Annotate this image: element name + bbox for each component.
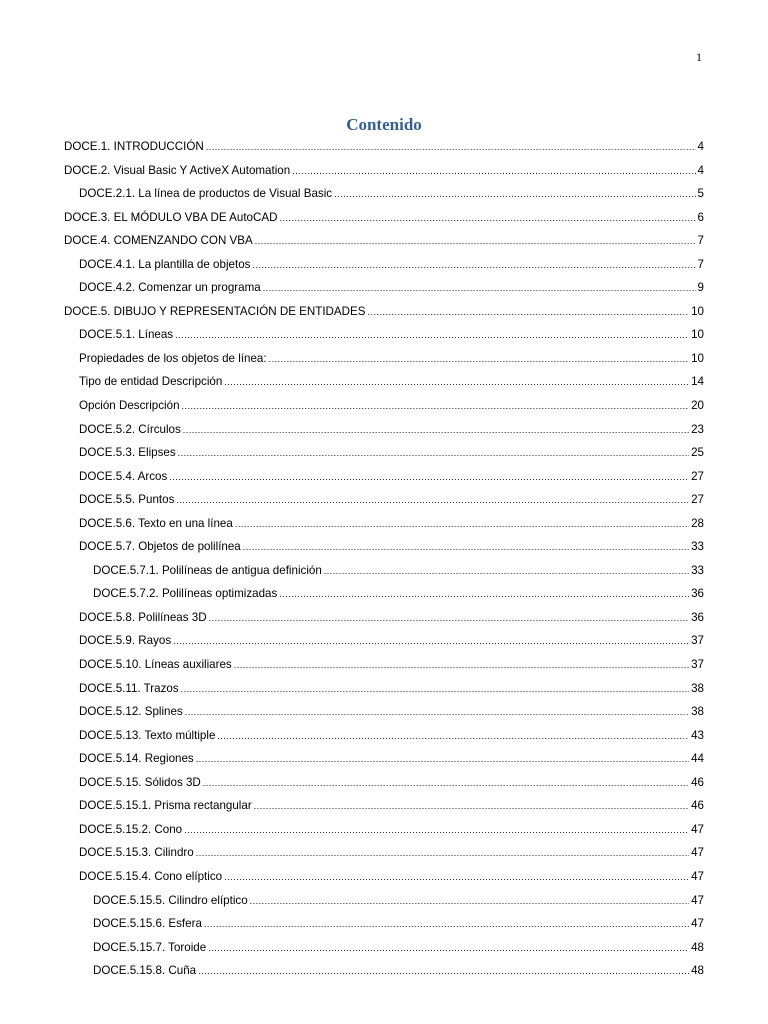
toc-entry-page[interactable]: 33 [691, 540, 704, 554]
toc-entry[interactable] [64, 796, 704, 820]
toc-entry-page[interactable]: 47 [691, 917, 704, 931]
toc-entry-page[interactable]: 4 [697, 163, 704, 177]
toc-entry-title[interactable]: DOCE.2. Visual Basic Y ActiveX Automation [64, 163, 291, 177]
dot-leader [173, 631, 689, 651]
dot-leader [209, 608, 690, 628]
toc-entry-page[interactable]: 5 [697, 187, 704, 201]
toc-entry-title[interactable]: DOCE.5.7. Objetos de polilínea [79, 540, 241, 554]
toc-entry[interactable] [64, 891, 704, 915]
dot-leader [184, 820, 689, 840]
dot-leader [183, 420, 689, 440]
dot-leader [254, 796, 689, 816]
dot-leader [368, 302, 690, 322]
toc-entry-title[interactable]: DOCE.5.9. Rayos [79, 634, 172, 648]
toc-entry-title[interactable]: DOCE.4.1. La plantilla de objetos [79, 257, 251, 271]
toc-entry-page[interactable]: 46 [691, 799, 704, 813]
toc-entry[interactable] [64, 726, 704, 750]
toc-entry-page[interactable]: 33 [691, 563, 704, 577]
dot-leader [204, 914, 689, 934]
toc-entry[interactable] [64, 372, 704, 396]
toc-entry-page[interactable]: 25 [691, 446, 704, 460]
dot-leader [334, 184, 695, 204]
toc-entry-title[interactable]: DOCE.5.15.8. Cuña [93, 964, 197, 978]
dot-leader [175, 325, 689, 345]
toc-entry[interactable] [64, 514, 704, 538]
dot-leader [169, 467, 689, 487]
toc-entry-page[interactable]: 36 [691, 610, 704, 624]
toc-entry-title[interactable]: DOCE.1. INTRODUCCIÓN [64, 140, 204, 153]
toc-entry-page[interactable]: 9 [697, 281, 704, 295]
dot-leader [217, 726, 689, 746]
toc-entry-page[interactable]: 37 [691, 634, 704, 648]
dot-leader [279, 584, 689, 604]
toc-entry-title[interactable]: DOCE.5.14. Regiones [79, 752, 194, 766]
toc-entry-title[interactable]: DOCE.5.15.5. Cilindro elíptico [93, 893, 248, 907]
toc-entry[interactable] [64, 490, 704, 514]
dot-leader [206, 137, 696, 157]
toc-entry[interactable] [64, 443, 704, 467]
toc-entry-page[interactable]: 23 [691, 422, 704, 436]
dot-leader [208, 938, 689, 958]
toc-entry-title[interactable]: DOCE.5. DIBUJO Y REPRESENTACIÓN DE ENTIDADES [64, 304, 366, 318]
toc-entry[interactable] [64, 396, 704, 420]
toc-entry-title[interactable]: DOCE.5.15.7. Toroide [93, 940, 207, 954]
toc-entry-page[interactable]: 47 [691, 822, 704, 836]
toc-entry-title[interactable]: DOCE.5.11. Trazos [79, 681, 179, 695]
dot-leader [185, 702, 689, 722]
toc-entry[interactable] [64, 608, 704, 632]
toc-title: Contenido [346, 115, 422, 134]
dot-leader [324, 561, 689, 581]
toc-entry-title[interactable]: DOCE.4. COMENZANDO CON VBA [64, 234, 253, 248]
toc-entry[interactable] [64, 679, 704, 703]
toc-entry-page[interactable]: 47 [691, 846, 704, 860]
toc-entry-title[interactable]: DOCE.5.8. Polilíneas 3D [79, 610, 207, 624]
toc-entry[interactable] [64, 278, 704, 302]
toc-entry-page[interactable]: 10 [691, 304, 704, 318]
toc-entry[interactable] [64, 584, 704, 608]
toc-entry-title[interactable]: DOCE.5.15.6. Esfera [93, 917, 202, 931]
dot-leader [235, 514, 689, 534]
dot-leader [269, 349, 690, 369]
toc-entry-title[interactable]: DOCE.5.3. Elipses [79, 446, 176, 460]
dot-leader [279, 208, 695, 228]
dot-leader [178, 443, 689, 463]
toc-entry[interactable] [64, 843, 704, 867]
toc-entry-title[interactable]: DOCE.5.13. Texto múltiple [79, 728, 216, 742]
toc-entry[interactable] [64, 184, 704, 208]
toc-entry-title[interactable]: DOCE.4.2. Comenzar un programa [79, 281, 261, 295]
toc-entry-page[interactable]: 38 [691, 705, 704, 719]
toc-entry-title[interactable]: Propiedades de los objetos de línea: [79, 351, 267, 365]
toc-entry-title[interactable]: DOCE.5.2. Círculos [79, 422, 181, 436]
dot-leader [196, 749, 689, 769]
toc-entry-page[interactable]: 27 [691, 469, 704, 483]
dot-leader [182, 396, 690, 416]
toc-entry-page[interactable]: 27 [691, 493, 704, 507]
toc-entry-page[interactable]: 46 [691, 775, 704, 789]
toc-entry[interactable] [64, 820, 704, 844]
toc-entry-title[interactable]: DOCE.2.1. La línea de productos de Visual Basic [79, 187, 333, 201]
dot-leader [196, 843, 689, 863]
dot-leader [203, 773, 689, 793]
toc-entry-page[interactable]: 37 [691, 658, 704, 672]
dot-leader [181, 679, 689, 699]
toc-entry[interactable] [64, 702, 704, 726]
dot-leader [263, 278, 696, 298]
toc-entry[interactable] [64, 631, 704, 655]
toc-entry[interactable] [64, 302, 704, 326]
dot-leader [176, 490, 689, 510]
toc-entry[interactable] [64, 867, 704, 891]
dot-leader [250, 891, 689, 911]
dot-leader [243, 537, 689, 557]
toc-entry-page[interactable]: 20 [691, 399, 704, 413]
toc-entry-title[interactable]: DOCE.5.7.2. Polilíneas optimizadas [93, 587, 278, 601]
page-number: 1 [696, 50, 702, 64]
toc-entry[interactable] [64, 537, 704, 561]
toc-entry[interactable] [64, 773, 704, 797]
toc-entry-title[interactable]: DOCE.5.1. Líneas [79, 328, 174, 342]
toc-entry[interactable] [64, 914, 704, 938]
toc-entry[interactable] [64, 467, 704, 491]
dot-leader [224, 372, 689, 392]
toc-entry-title[interactable]: DOCE.5.15.2. Cono [79, 822, 183, 836]
toc-entry-title[interactable]: DOCE.5.15.4. Cono elíptico [79, 869, 223, 883]
toc-entry-title[interactable]: Opción Descripción [79, 399, 180, 413]
dot-leader [252, 255, 695, 275]
toc-entry-title[interactable]: DOCE.5.10. Líneas auxiliares [79, 658, 232, 672]
toc-entry-title[interactable]: DOCE.5.12. Splines [79, 705, 183, 719]
toc-entry[interactable] [64, 749, 704, 773]
toc-entry-page[interactable]: 48 [691, 964, 704, 978]
toc-entry-page[interactable]: 4 [697, 140, 704, 153]
toc-entry-page[interactable]: 7 [697, 234, 704, 248]
table-of-contents [64, 137, 704, 985]
dot-leader [234, 655, 689, 675]
toc-entry[interactable] [64, 255, 704, 279]
toc-entry-page[interactable]: 10 [691, 328, 704, 342]
toc-entry-page[interactable]: 38 [691, 681, 704, 695]
toc-entry[interactable] [64, 231, 704, 255]
toc-entry-page[interactable]: 44 [691, 752, 704, 766]
toc-entry[interactable] [64, 561, 704, 585]
toc-entry-title[interactable]: DOCE.5.4. Arcos [79, 469, 168, 483]
toc-entry-title[interactable]: DOCE.5.7.1. Polilíneas de antigua definición [93, 563, 322, 577]
toc-entry-page[interactable]: 43 [691, 728, 704, 742]
toc-entry[interactable] [64, 961, 704, 985]
toc-entry[interactable] [64, 137, 704, 161]
dot-leader [292, 161, 695, 181]
toc-entry-title[interactable]: DOCE.5.6. Texto en una línea [79, 516, 233, 530]
toc-entry[interactable] [64, 208, 704, 232]
toc-entry-page[interactable]: 6 [697, 210, 704, 224]
dot-leader [255, 231, 696, 251]
toc-entry-page[interactable]: 47 [691, 893, 704, 907]
toc-entry-title[interactable]: DOCE.5.15. Sólidos 3D [79, 775, 201, 789]
toc-entry[interactable] [64, 938, 704, 962]
toc-entry-page[interactable]: 48 [691, 940, 704, 954]
toc-entry-page[interactable]: 47 [691, 869, 704, 883]
toc-entry-page[interactable]: 10 [691, 351, 704, 365]
toc-entry-title[interactable]: DOCE.5.15.1. Prisma rectangular [79, 799, 252, 813]
dot-leader [224, 867, 689, 887]
toc-entry-page[interactable]: 14 [691, 375, 704, 389]
toc-entry-page[interactable]: 28 [691, 516, 704, 530]
toc-entry[interactable] [64, 420, 704, 444]
toc-entry-title[interactable]: Tipo de entidad Descripción [79, 375, 223, 389]
toc-entry-title[interactable]: DOCE.5.15.3. Cilindro [79, 846, 194, 860]
dot-leader [198, 961, 689, 981]
toc-entry[interactable] [64, 349, 704, 373]
toc-entry-page[interactable]: 7 [697, 257, 704, 271]
toc-entry[interactable] [64, 325, 704, 349]
toc-entry-page[interactable]: 36 [691, 587, 704, 601]
toc-entry-title[interactable]: DOCE.3. EL MÓDULO VBA DE AutoCAD [64, 210, 278, 224]
toc-entry-title[interactable]: DOCE.5.5. Puntos [79, 493, 175, 507]
toc-entry[interactable] [64, 161, 704, 185]
toc-entry[interactable] [64, 655, 704, 679]
